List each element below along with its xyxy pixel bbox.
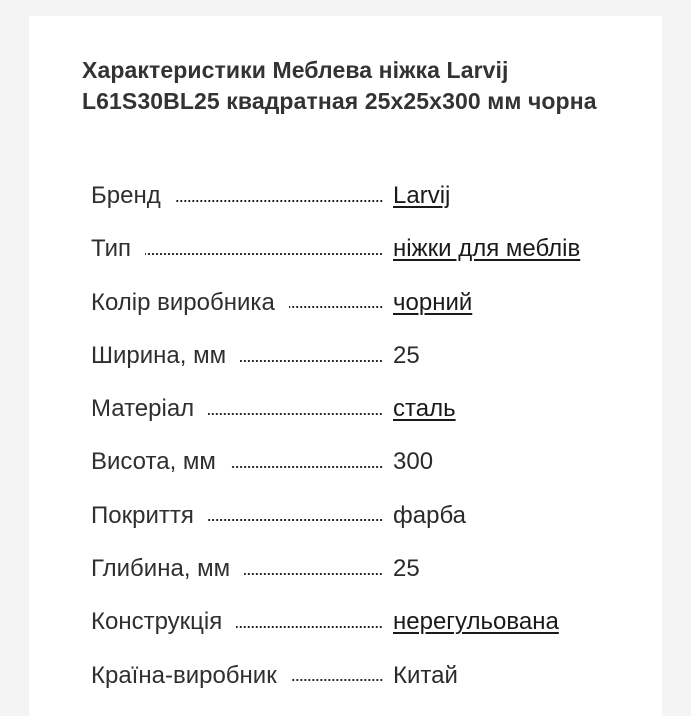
dotted-leader [289, 305, 383, 309]
dotted-leader [230, 465, 383, 469]
spec-value-link[interactable]: сталь [393, 395, 456, 423]
spec-label: Бренд [91, 182, 161, 209]
spec-label: Ширина, мм [91, 341, 227, 369]
spec-value: 25 [393, 555, 420, 583]
spec-row-width [91, 340, 631, 393]
spec-row-coating [91, 500, 631, 553]
spec-value-link[interactable]: Larvij [393, 182, 451, 209]
spec-row-height [91, 446, 631, 499]
dotted-leader [175, 199, 383, 203]
dotted-leader [145, 252, 383, 256]
spec-value: 300 [393, 448, 434, 476]
spec-value-link[interactable]: чорний [393, 288, 473, 316]
spec-row-material [91, 393, 631, 446]
spec-value: Китай [393, 661, 458, 689]
spec-row-color [91, 287, 631, 340]
spec-row-depth [91, 553, 631, 606]
dotted-leader [208, 412, 383, 416]
dotted-leader [208, 518, 383, 522]
spec-label: Конструкція [91, 608, 223, 636]
spec-label: Глибина, мм [91, 555, 231, 583]
spec-row-country [91, 660, 631, 713]
specs-list [91, 180, 631, 713]
spec-label: Матеріал [91, 395, 195, 423]
spec-label: Тип [91, 235, 132, 263]
characteristics-card [29, 16, 662, 716]
dotted-leader [291, 678, 383, 682]
spec-label: Висота, мм [91, 448, 216, 476]
dotted-leader [240, 359, 383, 363]
dotted-leader [244, 572, 383, 576]
spec-value: 25 [393, 341, 420, 369]
spec-row-type [91, 233, 631, 286]
spec-row-brand [91, 180, 631, 233]
spec-label: Покриття [91, 501, 194, 529]
spec-label: Країна-виробник [91, 661, 277, 689]
dotted-leader [236, 625, 383, 629]
page-title: Характеристики Меблева ніжка Larvij L61S30BL25 квадратная 25x25x300 мм чорна [82, 57, 597, 114]
spec-value-link[interactable]: нерегульована [393, 608, 559, 636]
spec-value: фарба [393, 501, 466, 529]
spec-label: Колір виробника [91, 288, 275, 316]
spec-row-construction [91, 606, 631, 659]
spec-value-link[interactable]: ніжки для меблів [393, 235, 581, 263]
